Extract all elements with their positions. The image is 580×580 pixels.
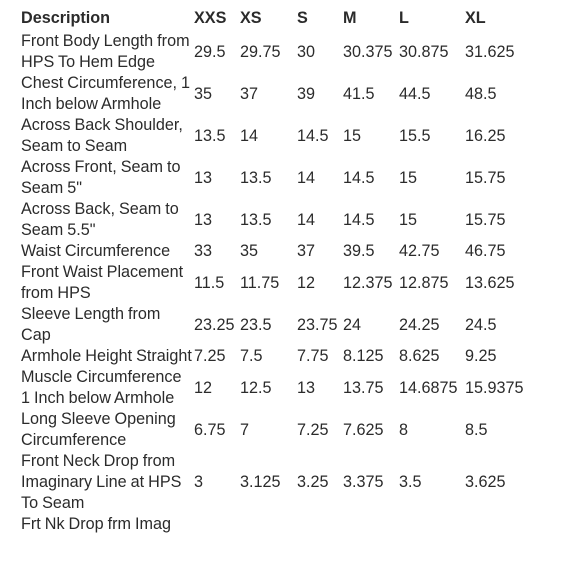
table-row [21,346,580,367]
cell-xs: 3.125 [240,473,281,491]
row-description: Muscle Circumference 1 Inch below Armhole [21,368,182,407]
row-description: Front Neck Drop from Imaginary Line at HPS To Seam [21,452,182,512]
cell-s: 30 [297,42,316,61]
cell-s: 7.25 [297,420,329,439]
cell-s: 13 [297,378,316,397]
cell-s: 37 [297,242,316,260]
cell-xl: 9.25 [465,347,497,365]
cell-xxs: 29.5 [194,42,226,61]
cell-xxs: 13 [194,168,213,187]
row-description: Across Back Shoulder, Seam to Seam [21,116,183,155]
cell-l: 8 [399,420,409,439]
cell-l: 3.5 [399,473,422,491]
table-header [21,6,580,31]
cell-m: 39.5 [343,242,375,260]
row-description: Chest Circumference, 1 Inch below Armhole [21,74,191,113]
cell-xs: 11.75 [240,273,280,292]
header-xs: XS [240,9,262,27]
cell-xs: 7 [240,420,250,439]
cell-xs: 7.5 [240,347,263,365]
header-row [21,6,580,31]
cell-xs: 37 [240,84,259,103]
row-description: Front Waist Placement from HPS [21,263,184,302]
row-description: Front Body Length from HPS To Hem Edge [21,32,190,71]
table-row [21,304,580,346]
table-row [21,73,580,115]
cell-m: 12.375 [343,273,393,292]
cell-m: 3.375 [343,473,384,491]
cell-xl: 15.9375 [465,378,524,397]
cell-s: 39 [297,84,316,103]
cell-s: 14 [297,168,316,187]
header-xxs: XXS [194,9,227,27]
header-l: L [399,9,409,27]
header-description: Description [21,9,111,27]
cell-l: 12.875 [399,273,449,292]
cell-xl: 13.625 [465,273,515,292]
cell-xs: 29.75 [240,42,281,61]
cell-xs [240,514,297,535]
cell-xl: 15.75 [465,210,506,229]
cell-xs: 35 [240,242,259,260]
cell-m: 14.5 [343,210,375,229]
cell-xxs: 12 [194,378,213,397]
cell-xxs: 13 [194,210,213,229]
row-description: Waist Circumference [21,242,171,260]
cell-l: 8.625 [399,347,440,365]
row-description: Across Front, Seam to Seam 5" [21,158,181,197]
header-m: M [343,9,357,27]
table-row [21,514,580,535]
cell-s: 7.75 [297,347,329,365]
cell-xs: 13.5 [240,210,272,229]
cell-xl: 31.625 [465,42,515,61]
size-chart-table [21,6,580,535]
cell-xs: 13.5 [240,168,272,187]
table-row [21,451,580,514]
table-row [21,115,580,157]
cell-xl [465,514,580,535]
cell-xl: 3.625 [465,473,506,491]
cell-xxs: 33 [194,242,213,260]
table-row [21,367,580,409]
cell-l: 14.6875 [399,378,458,397]
header-xl: XL [465,9,486,27]
cell-m: 8.125 [343,347,384,365]
cell-l: 15.5 [399,126,431,145]
cell-l: 30.875 [399,42,449,61]
cell-s: 12 [297,273,316,292]
cell-m: 15 [343,126,362,145]
cell-xl: 24.5 [465,315,497,334]
cell-xxs [194,514,240,535]
cell-xxs: 35 [194,84,213,103]
header-s: S [297,9,308,27]
cell-xl: 8.5 [465,420,488,439]
cell-xl: 16.25 [465,126,506,145]
cell-l: 44.5 [399,84,431,103]
cell-m [343,514,399,535]
cell-s: 14.5 [297,126,329,145]
cell-xl: 46.75 [465,242,506,260]
cell-xxs: 3 [194,473,204,491]
row-description: Across Back, Seam to Seam 5.5" [21,200,179,239]
cell-m: 30.375 [343,42,393,61]
cell-xs: 14 [240,126,259,145]
row-description: Long Sleeve Opening Circumference [21,410,176,449]
table-body [21,31,580,535]
cell-xl: 15.75 [465,168,506,187]
cell-xxs: 13.5 [194,126,226,145]
cell-m: 24 [343,315,362,334]
cell-l: 15 [399,168,418,187]
cell-xs: 23.5 [240,315,272,334]
cell-xxs: 11.5 [194,273,225,292]
cell-s: 3.25 [297,473,329,491]
cell-l [399,514,465,535]
table-row [21,409,580,451]
cell-xl: 48.5 [465,84,497,103]
cell-l: 42.75 [399,242,440,260]
cell-m: 14.5 [343,168,375,187]
table-row [21,31,580,73]
table-row [21,199,580,241]
row-description: Sleeve Length from Cap [21,305,161,344]
table-row [21,241,580,262]
cell-s [297,514,343,535]
cell-l: 24.25 [399,315,440,334]
cell-s: 14 [297,210,316,229]
table-row [21,157,580,199]
cell-xxs: 6.75 [194,420,226,439]
cell-m: 7.625 [343,420,384,439]
cell-m: 13.75 [343,378,384,397]
table-row [21,262,580,304]
cell-xxs: 23.25 [194,315,235,334]
cell-xxs: 7.25 [194,347,226,365]
row-description: Armhole Height Straight [21,347,192,365]
cell-m: 41.5 [343,84,375,103]
row-description: Frt Nk Drop frm Imag [21,515,171,533]
cell-xs: 12.5 [240,378,272,397]
cell-l: 15 [399,210,418,229]
cell-s: 23.75 [297,315,338,334]
